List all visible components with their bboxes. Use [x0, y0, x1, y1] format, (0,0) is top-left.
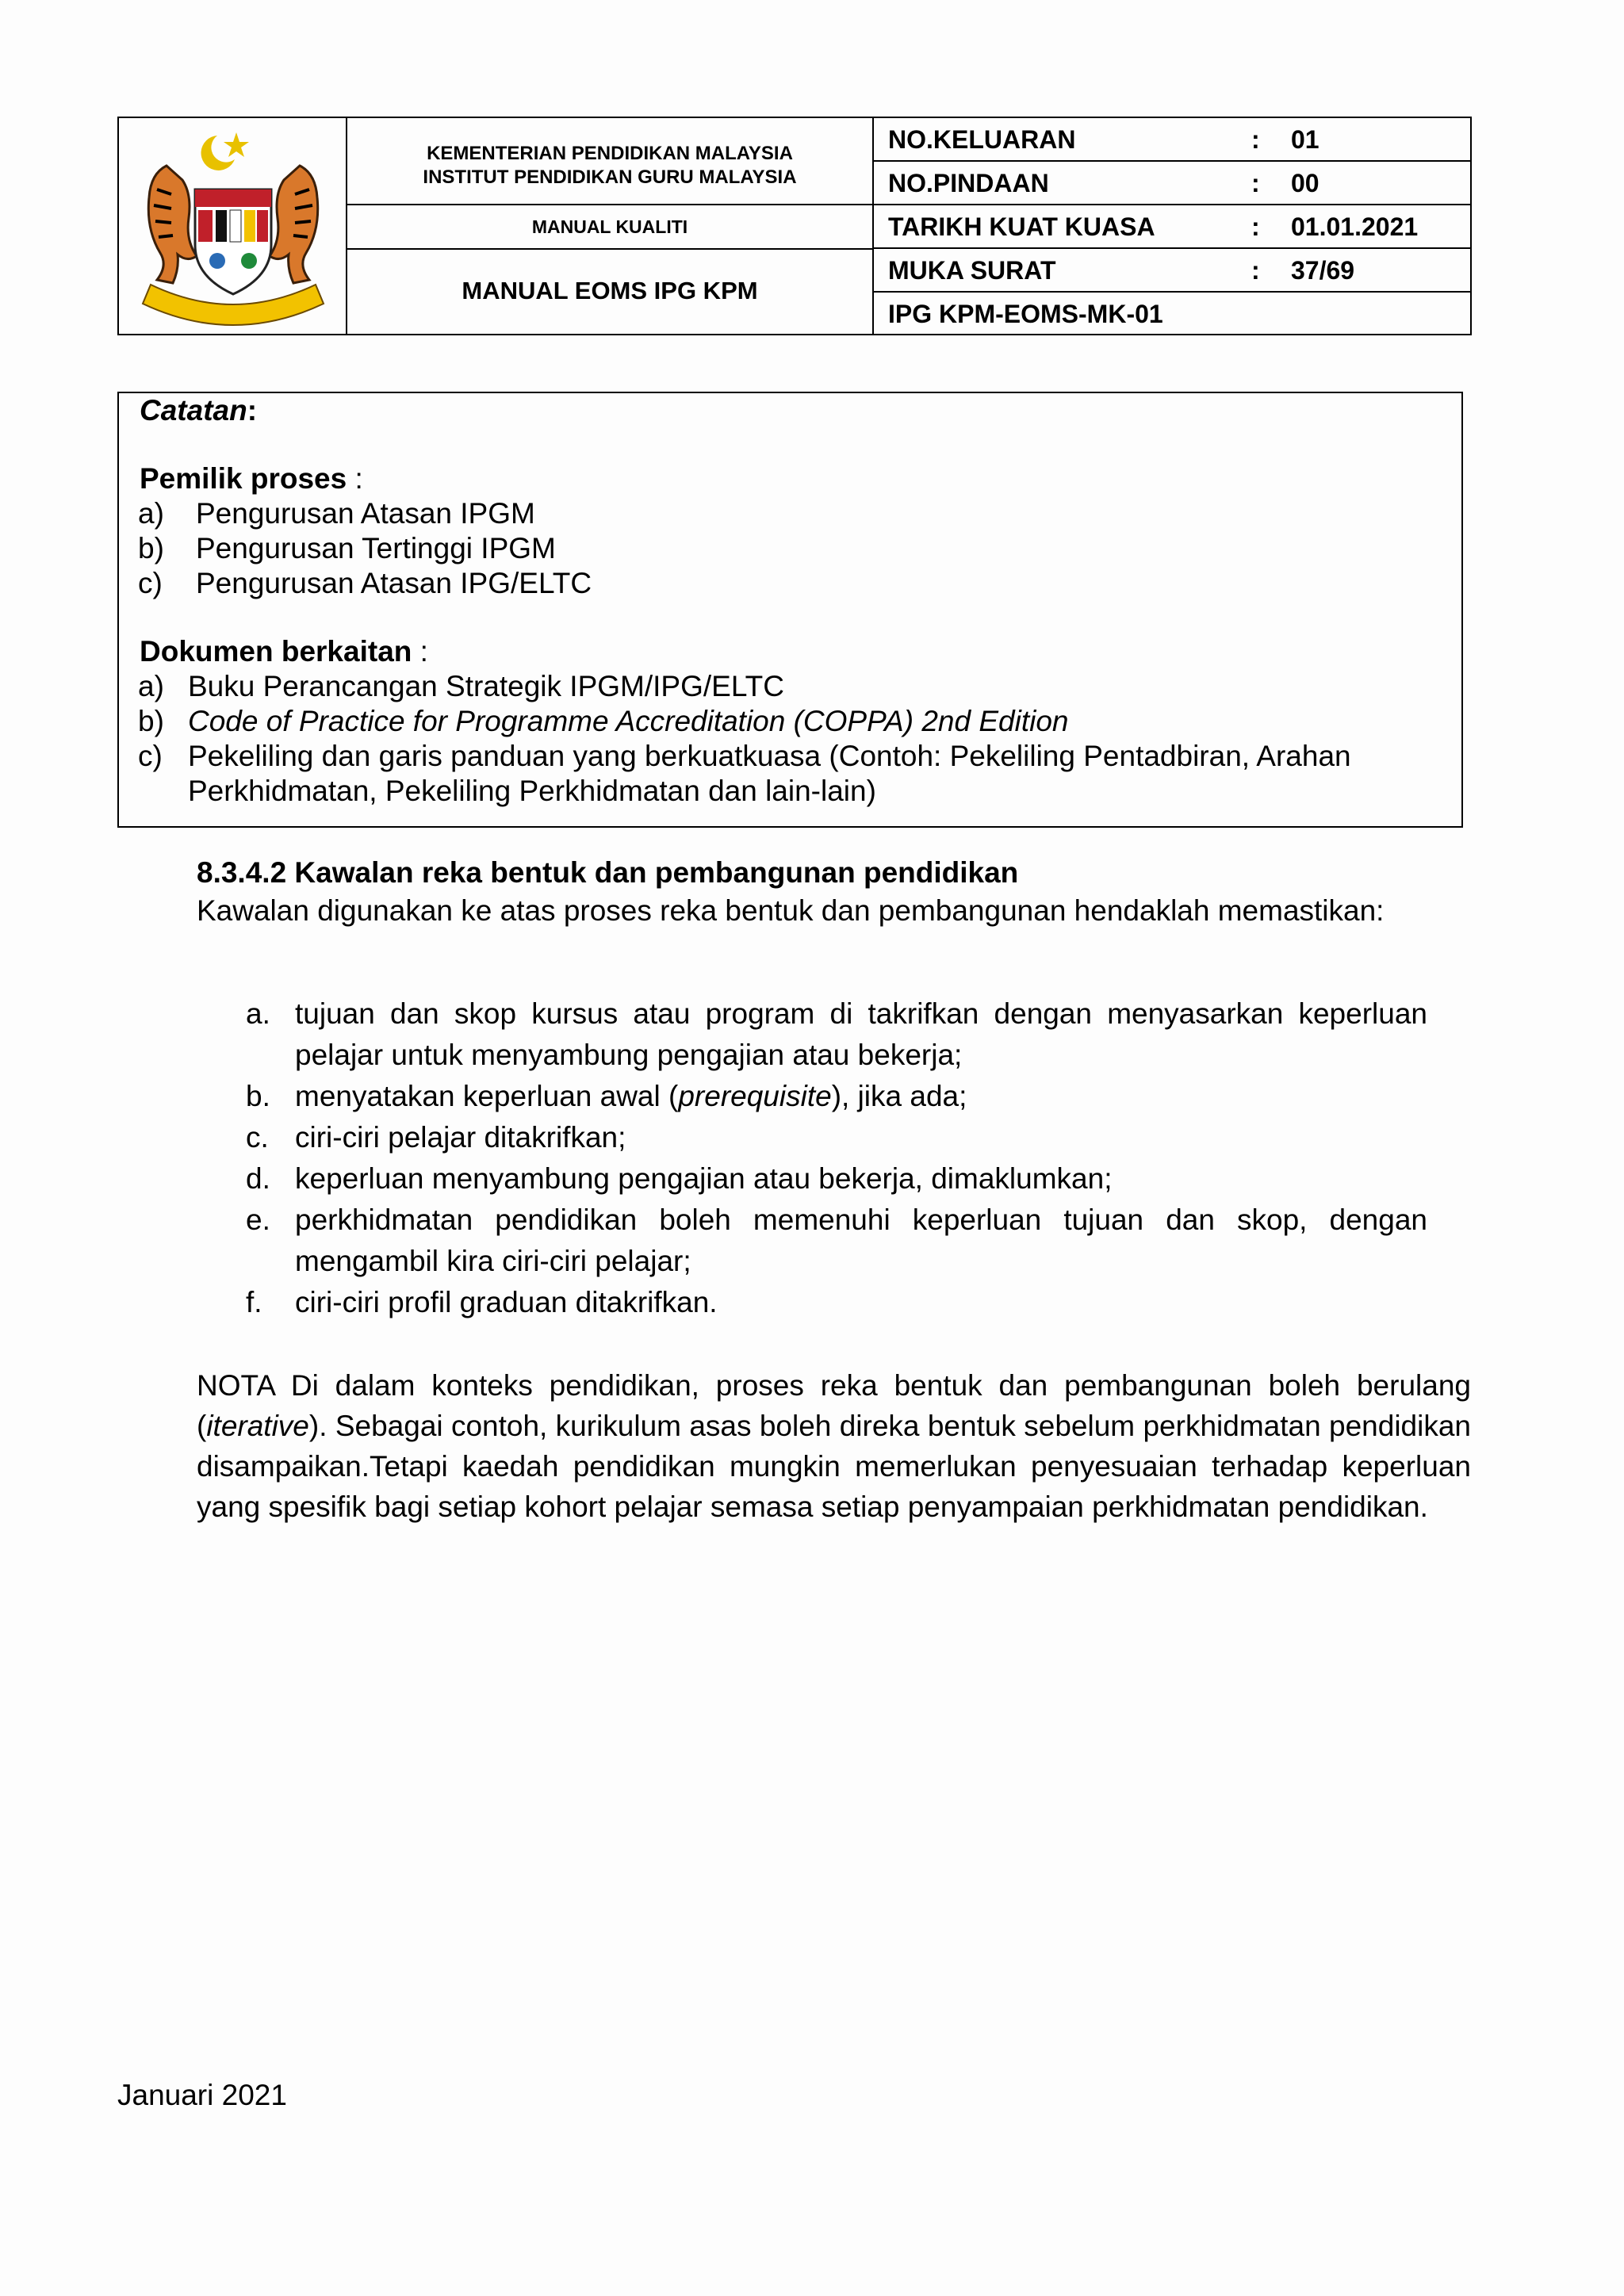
organization-cell: [347, 118, 874, 334]
manual-type: MANUAL KUALITI: [347, 205, 872, 250]
list-marker: e.: [246, 1203, 270, 1236]
list-text: Pengurusan Atasan IPGM: [196, 497, 535, 530]
document-control-cell: [874, 118, 1470, 334]
list-marker: c): [138, 567, 163, 599]
list-item: [138, 739, 1351, 774]
list-item: [138, 669, 784, 704]
list-marker: b): [138, 532, 164, 564]
effective-date-row: [874, 205, 1470, 249]
organization-name: [347, 118, 872, 205]
list-text: Buku Perancangan Strategik IPGM/IPG/ELTC: [188, 670, 784, 702]
list-marker: b): [138, 705, 164, 737]
document-header-table: [117, 117, 1472, 335]
institute-name: INSTITUT PENDIDIKAN GURU MALAYSIA: [423, 166, 797, 188]
list-text: ciri-ciri profil graduan ditakrifkan.: [295, 1286, 718, 1318]
notes-box: [117, 392, 1463, 828]
list-text: Perkhidmatan, Pekeliling Perkhidmatan dan lain-lain): [188, 775, 876, 807]
note-text-post: ). Sebagai contoh, kurikulum asas boleh direka bentuk sebelum perkhidmatan pendidikan disampaikan.Tetapi kaedah pendidikan mungkin memerlukan penyesuaian terhadap keperluan yang spesifik bagi setiap kohort pelajar semasa setiap penyampaian perkhidmatan pendidikan.: [197, 1410, 1471, 1523]
issue-number-row: [874, 118, 1470, 162]
related-documents-colon: :: [412, 635, 428, 668]
catatan-label: Catatan: [140, 394, 247, 427]
row-label: NO.PINDAAN: [888, 169, 1049, 197]
related-documents-label: Dokumen berkaitan: [140, 635, 412, 668]
list-item: [138, 704, 1068, 739]
list-marker: d.: [246, 1162, 270, 1195]
section-intro: Kawalan digunakan ke atas proses reka bentuk dan pembangunan hendaklah memastikan:: [197, 894, 1385, 927]
list-item: [246, 993, 1427, 1076]
list-marker: b.: [246, 1080, 270, 1112]
list-item: [138, 496, 535, 531]
process-owner-colon: :: [347, 462, 363, 495]
list-marker: f.: [246, 1286, 262, 1318]
list-marker: a): [138, 670, 164, 702]
related-documents-heading: [140, 634, 428, 669]
list-marker: c): [138, 740, 163, 772]
catatan-heading: [140, 393, 257, 428]
document-code: IPG KPM-EOMS-MK-01: [888, 300, 1163, 328]
list-text: Pekeliling dan garis panduan yang berkuatkuasa (Contoh: Pekeliling Pentadbiran, Arahan: [188, 740, 1351, 772]
list-text: keperluan menyambung pengajian atau bekerja, dimaklumkan;: [295, 1162, 1113, 1195]
ministry-name: KEMENTERIAN PENDIDIKAN MALAYSIA: [427, 143, 793, 164]
row-value: 01.01.2021: [1291, 212, 1419, 241]
amendment-number-row: [874, 162, 1470, 205]
note-text-emphasis: iterative: [206, 1410, 309, 1442]
row-colon: :: [1251, 256, 1260, 285]
page-number-row: [874, 249, 1470, 293]
note-text-pre: NOTA Di dalam konteks pendidikan, proses reka bentuk dan pembangunan boleh berulang (: [197, 1369, 1471, 1442]
row-value: 00: [1291, 169, 1320, 197]
row-value: 01: [1291, 125, 1320, 154]
footer-date: Januari 2021: [117, 2079, 287, 2111]
process-owner-heading: [140, 461, 363, 496]
row-label: MUKA SURAT: [888, 256, 1056, 285]
section-title: 8.3.4.2 Kawalan reka bentuk dan pembangunan pendidikan: [197, 856, 1019, 889]
list-marker: a.: [246, 997, 270, 1030]
list-text: tujuan dan skop kursus atau program di takrifkan dengan menyasarkan keperluan pelajar untuk menyambung pengajian atau bekerja;: [295, 997, 1427, 1071]
requirements-list: [246, 993, 1427, 1323]
list-item: [138, 531, 556, 566]
row-colon: :: [1251, 125, 1260, 154]
list-text-post: ), jika ada;: [831, 1080, 967, 1112]
list-text: Code of Practice for Programme Accreditation (COPPA) 2nd Edition: [188, 705, 1069, 737]
list-text-pre: menyatakan keperluan awal (: [295, 1080, 679, 1112]
list-text-emphasis: prerequisite: [678, 1080, 832, 1112]
list-text: Pengurusan Tertinggi IPGM: [196, 532, 556, 564]
list-marker: a): [138, 497, 164, 530]
list-item: [246, 1200, 1427, 1282]
row-value: 37/69: [1291, 256, 1355, 285]
list-text: ciri-ciri pelajar ditakrifkan;: [295, 1121, 626, 1154]
list-item: [246, 1158, 1427, 1200]
document-code-row: [874, 293, 1470, 334]
coat-of-arms-cell: [119, 118, 347, 334]
list-item-continuation: [138, 774, 876, 809]
list-marker: c.: [246, 1121, 269, 1154]
list-text: perkhidmatan pendidikan boleh memenuhi keperluan tujuan dan skop, dengan mengambil kira ciri-ciri pelajar;: [295, 1203, 1427, 1277]
process-owner-label: Pemilik proses: [140, 462, 347, 495]
row-colon: :: [1251, 169, 1260, 197]
row-label: TARIKH KUAT KUASA: [888, 212, 1155, 241]
list-item: [246, 1117, 1427, 1158]
malaysia-coat-of-arms-logo: [119, 118, 347, 334]
catatan-colon: :: [247, 394, 258, 427]
row-label: NO.KELUARAN: [888, 125, 1076, 154]
list-item: [246, 1282, 1427, 1323]
list-item: [138, 566, 592, 601]
list-item: [246, 1076, 1427, 1117]
row-colon: :: [1251, 212, 1260, 241]
list-text: Pengurusan Atasan IPG/ELTC: [196, 567, 592, 599]
manual-title: MANUAL EOMS IPG KPM: [462, 277, 758, 304]
note-paragraph: [197, 1365, 1471, 1527]
